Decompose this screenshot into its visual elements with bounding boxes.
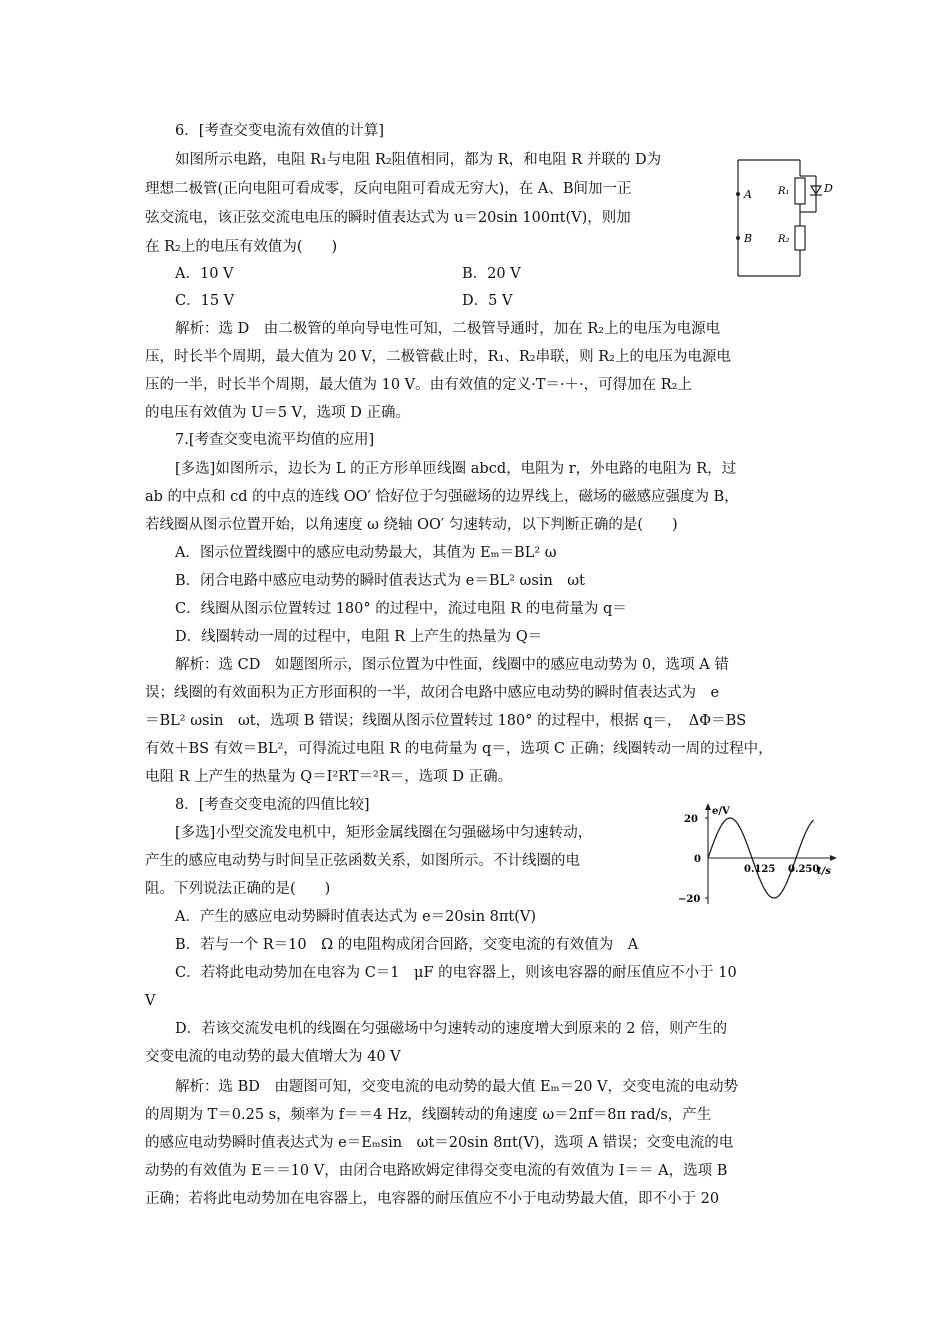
tick-0250: 0.250 [788,864,820,875]
q7-solution-5: 电阻 R 上产生的热量为 Q＝I²RT＝²R＝，选项 D 正确。 [145,769,513,785]
q6-option-b: B．20 V [462,266,521,282]
q7-option-c: C．线圈从图示位置转过 180° 的过程中，流过电阻 R 的电荷量为 q＝ [175,601,627,617]
tick-20: 20 [684,814,698,825]
q8-option-d-cont: 交变电流的电动势的最大值增大为 40 V [145,1049,401,1065]
tick-0: 0 [694,854,701,865]
q7-option-a: A．图示位置线圈中的感应电动势最大，其值为 Eₘ＝BL² ω [175,545,557,561]
q7-line-2: ab 的中点和 cd 的中点的连线 OO′ 恰好位于匀强磁场的边界线上，磁场的磁感应强度为 B， [145,489,739,505]
circuit-diagram [728,158,838,280]
q6-option-c: C．15 V [175,293,235,309]
label-d: D [824,182,833,195]
tick-0125: 0.125 [744,864,776,875]
q6-option-a: A．10 V [175,266,234,282]
q6-line-1: 如图所示电路，电阻 R₁与电阻 R₂阻值相同，都为 R，和电阻 R 并联的 D为 [175,152,662,168]
q6-line-3: 弦交流电，该正弦交流电电压的瞬时值表达式为 u＝20sin 100πt(V)，则加 [145,210,631,226]
q6-line-4: 在 R₂上的电压有效值为( ) [145,239,338,255]
q7-solution-2: 误；线圈的有效面积为正方形面积的一半，故闭合电路中感应电动势的瞬时值表达式为 e [145,685,720,701]
emf-time-graph [672,800,842,912]
tick-neg20: −20 [678,894,701,905]
q6-solution-2: 压，时长半个周期，最大值为 20 V，二极管截止时，R₁、R₂串联，则 R₂上的电压为电源电 [145,349,731,365]
q8-option-b: B．若与一个 R＝10 Ω 的电阻构成闭合回路，交变电流的有效值为 A [175,937,639,953]
q7-option-d: D．线圈转动一周的过程中，电阻 R 上产生的热量为 Q＝ [175,629,543,645]
q7-solution-3: ＝BL² ωsin ωt，选项 B 错误；线圈从图示位置转过 180° 的过程中，根据 q＝， ΔΦ＝BS [145,713,747,729]
q7-solution-1: 解析：选 CD 如题图所示，图示位置为中性面，线圈中的感应电动势为 0，选项 A 错 [175,657,729,673]
q8-option-a: A．产生的感应电动势瞬时值表达式为 e＝20sin 8πt(V) [175,909,537,925]
q6-header: 6．[考查交变电流有效值的计算] [175,123,385,139]
q8-header: 8．[考查交变电流的四值比较] [175,797,370,813]
x-axis-label: t/s [817,866,831,877]
q8-solution-5: 正确；若将此电动势加在电容器上，电容器的耐压值应不小于电动势最大值，即不小于 20 [145,1191,720,1207]
q6-solution-1: 解析：选 D 由二极管的单向导电性可知，二极管导通时，加在 R₂上的电压为电源电 [175,321,721,337]
q8-line-1: [多选]小型交流发电机中，矩形金属线圈在匀强磁场中匀速转动， [175,825,593,841]
q7-solution-4: 有效＋BS 有效＝BL²，可得流过电阻 R 的电荷量为 q＝，选项 C 正确；线圈转动一周的过程中， [145,741,773,757]
y-axis-arrow-icon [705,803,711,810]
label-b: B [744,232,753,245]
y-axis-label: e/V [712,806,730,817]
q8-line-3: 阻。下列说法正确的是( ) [145,881,331,897]
q6-option-d: D．5 V [462,293,513,309]
q8-line-2: 产生的感应电动势与时间呈正弦函数关系，如图所示。不计线圈的电 [145,853,580,869]
x-axis-arrow-icon [830,855,837,861]
label-r1: R₁ [778,186,790,197]
q8-option-c: C．若将此电动势加在电容为 C＝1 μF 的电容器上，则该电容器的耐压值应不小于 10 [175,965,737,981]
q8-solution-3: 的感应电动势瞬时值表达式为 e＝Eₘsin ωt＝20sin 8πt(V)，选项 A 错误；交变电流的电 [145,1135,734,1151]
q6-line-2: 理想二极管(正向电阻可看成零，反向电阻可看成无穷大)，在 A、B间加一正 [145,181,632,197]
q8-solution-4: 动势的有效值为 E＝＝10 V，由闭合电路欧姆定律得交变电流的有效值为 I＝＝ A，选项 B [145,1163,728,1179]
q6-solution-4: 的电压有效值为 U＝5 V，选项 D 正确。 [145,405,410,421]
q8-option-c-cont: V [145,993,156,1009]
q8-solution-1: 解析：选 BD 由题图可知，交变电流的电动势的最大值 Eₘ＝20 V，交变电流的电动势 [175,1079,739,1095]
q8-option-d: D．若该交流发电机的线圈在匀强磁场中匀速转动的速度增大到原来的 2 倍，则产生的 [175,1021,728,1037]
q7-line-1: [多选]如图所示，边长为 L 的正方形单匝线圈 abcd，电阻为 r，外电路的电阻为 R，过 [175,461,737,477]
q8-solution-2: 的周期为 T＝0.25 s，频率为 f＝＝4 Hz，线圈转动的角速度 ω＝2πf＝8π rad/s，产生 [145,1107,712,1123]
label-a: A [744,188,752,201]
q7-option-b: B．闭合电路中感应电动势的瞬时值表达式为 e＝BL² ωsin ωt [175,573,585,589]
q7-line-3: 若线圈从图示位置开始，以角速度 ω 绕轴 OO′ 匀速转动，以下判断正确的是( ) [145,517,678,533]
label-r2: R₂ [778,234,790,245]
q7-header: 7.[考查交变电流平均值的应用] [175,432,375,448]
q6-solution-3: 压的一半，时长半个周期，最大值为 10 V。由有效值的定义·T＝·＋·，可得加在 R₂上 [145,377,692,393]
